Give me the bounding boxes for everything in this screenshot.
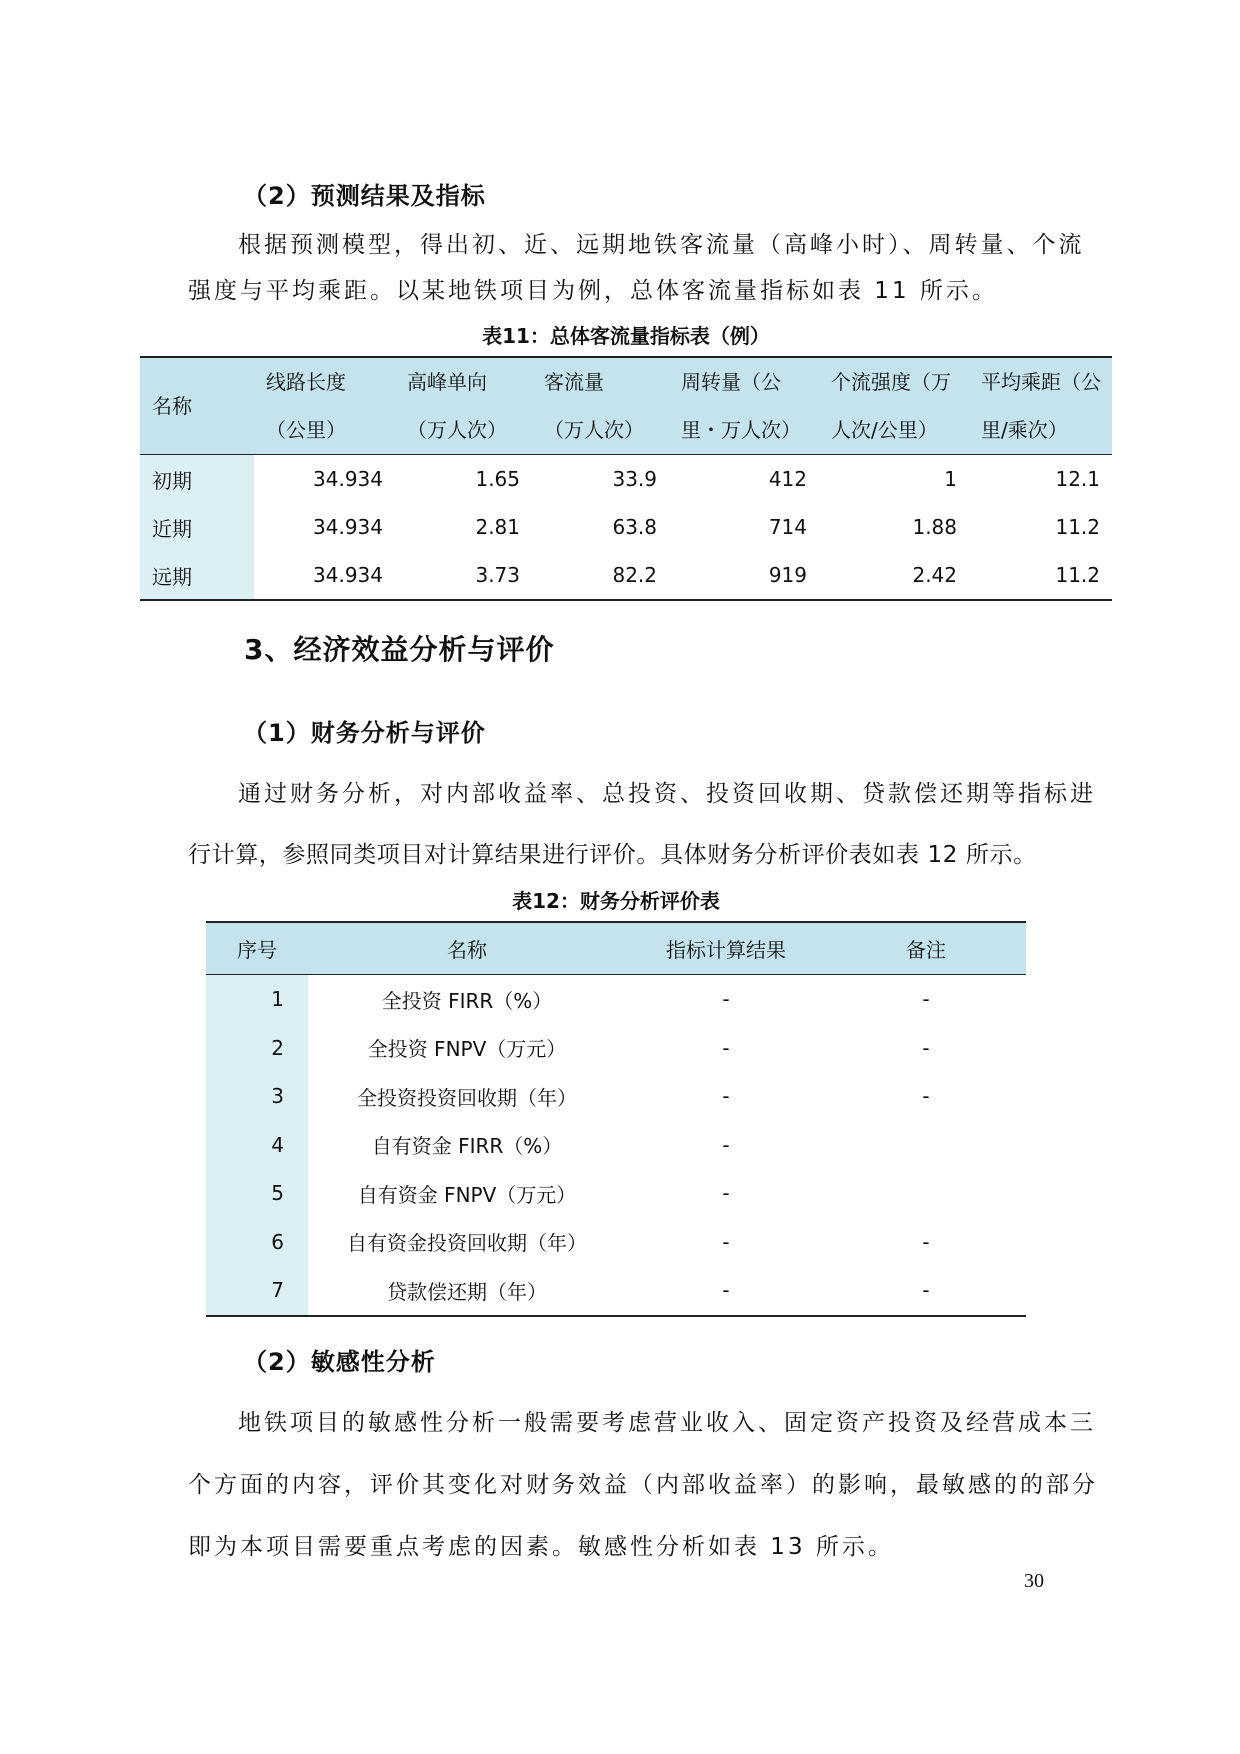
page-number: 30 — [1024, 1570, 1044, 1592]
table-row — [206, 1218, 1026, 1267]
table-12-header-row — [206, 922, 1026, 975]
table-cell: 34.934 — [313, 515, 383, 539]
table-cell: 919 — [768, 563, 807, 587]
header-cell: 名称 — [152, 394, 192, 418]
table-12 — [206, 921, 1026, 1317]
header-cell: 客流量 （万人次） — [544, 370, 644, 442]
row-index: 5 — [206, 1169, 308, 1218]
table-row — [206, 1121, 1026, 1170]
paragraph-line: 强度与平均乘距。以某地铁项目为例，总体客流量指标如表 11 所示。 — [188, 278, 998, 304]
header-cell: 名称 — [447, 938, 487, 962]
table-cell: - — [722, 1035, 730, 1060]
row-index: 2 — [206, 1024, 308, 1073]
table-cell: 412 — [768, 467, 807, 491]
table-row — [206, 1169, 1026, 1218]
paragraph-line: 个方面的内容，评价其变化对财务效益（内部收益率）的影响，最敏感的的部分 — [188, 1472, 1098, 1498]
header-cell: 平均乘距（公 里/乘次） — [981, 370, 1101, 442]
paragraph-line: 根据预测模型，得出初、近、远期地铁客流量（高峰小时）、周转量、个流 — [238, 232, 1085, 258]
table-cell: - — [722, 1278, 730, 1303]
table-cell: - — [922, 1084, 930, 1109]
header-cell: 高峰单向 （万人次） — [407, 370, 507, 442]
table-row — [206, 1266, 1026, 1316]
row-index: 6 — [206, 1218, 308, 1267]
table-row — [206, 975, 1026, 1024]
table-cell: 全投资 FIRR（%） — [381, 988, 553, 1013]
table-cell: 2.81 — [475, 515, 520, 539]
header-cell: 序号 — [237, 938, 277, 962]
row-index: 4 — [206, 1121, 308, 1170]
table-cell: 自有资金 FNPV（万元） — [357, 1182, 577, 1207]
table-row — [140, 455, 1112, 504]
table-12-caption: 表12：财务分析评价表 — [512, 889, 720, 913]
paragraph-line: 即为本项目需要重点考虑的因素。敏感性分析如表 13 所示。 — [188, 1534, 894, 1560]
table-cell: 82.2 — [612, 563, 657, 587]
header-cell: 周转量（公 里・万人次） — [681, 370, 801, 442]
table-11-header-row — [140, 357, 1112, 455]
header-cell: 备注 — [906, 938, 946, 962]
table-cell: 2.42 — [912, 563, 957, 587]
table-cell: - — [722, 1229, 730, 1254]
table-11-caption: 表11：总体客流量指标表（例） — [482, 324, 770, 348]
row-label: 近期 — [140, 503, 254, 551]
table-cell: - — [922, 1278, 930, 1303]
table-cell: 34.934 — [313, 563, 383, 587]
table-cell: 11.2 — [1055, 563, 1100, 587]
table-cell: 3.73 — [475, 563, 520, 587]
table-cell: 全投资投资回收期（年） — [357, 1085, 577, 1110]
row-label: 远期 — [140, 551, 254, 600]
section-2-heading: （2）预测结果及指标 — [243, 182, 486, 210]
table-cell: 自有资金 FIRR（%） — [371, 1134, 563, 1159]
table-cell: 714 — [768, 515, 807, 539]
header-cell: 指标计算结果 — [666, 938, 786, 962]
table-cell — [826, 1169, 1026, 1218]
table-cell: 贷款偿还期（年） — [387, 1279, 547, 1304]
table-cell: 1 — [944, 467, 957, 491]
table-cell: 自有资金投资回收期（年） — [347, 1231, 587, 1256]
table-cell: - — [722, 987, 730, 1012]
table-cell — [826, 1121, 1026, 1170]
table-11 — [140, 356, 1112, 601]
table-cell: - — [722, 1132, 730, 1157]
paragraph-line: 通过财务分析，对内部收益率、总投资、投资回收期、贷款偿还期等指标进 — [238, 781, 1096, 807]
table-cell: 63.8 — [612, 515, 657, 539]
table-row — [140, 503, 1112, 551]
table-cell: - — [922, 1035, 930, 1060]
table-cell: 33.9 — [612, 467, 657, 491]
table-cell: 12.1 — [1055, 467, 1100, 491]
row-index: 7 — [206, 1266, 308, 1316]
header-cell: 线路长度 （公里） — [266, 370, 346, 442]
row-label: 初期 — [140, 455, 254, 504]
table-cell: - — [722, 1181, 730, 1206]
section-3-heading: 3、经济效益分析与评价 — [244, 633, 555, 666]
table-cell: - — [722, 1084, 730, 1109]
table-cell: 全投资 FNPV（万元） — [367, 1037, 567, 1062]
section-3-2-heading: （2）敏感性分析 — [243, 1348, 436, 1376]
table-cell: 1.65 — [475, 467, 520, 491]
paragraph-line: 行计算，参照同类项目对计算结果进行评价。具体财务分析评价表如表 12 所示。 — [188, 842, 1037, 868]
row-index: 1 — [206, 975, 308, 1024]
table-cell: 1.88 — [912, 515, 957, 539]
table-cell: 11.2 — [1055, 515, 1100, 539]
table-cell: - — [922, 987, 930, 1012]
table-cell: 34.934 — [313, 467, 383, 491]
row-index: 3 — [206, 1072, 308, 1121]
section-3-1-heading: （1）财务分析与评价 — [243, 719, 486, 747]
header-cell: 个流强度（万 人次/公里） — [831, 370, 951, 442]
table-row — [140, 551, 1112, 600]
table-row — [206, 1072, 1026, 1121]
table-cell: - — [922, 1229, 930, 1254]
paragraph-line: 地铁项目的敏感性分析一般需要考虑营业收入、固定资产投资及经营成本三 — [238, 1410, 1096, 1436]
table-row — [206, 1024, 1026, 1073]
